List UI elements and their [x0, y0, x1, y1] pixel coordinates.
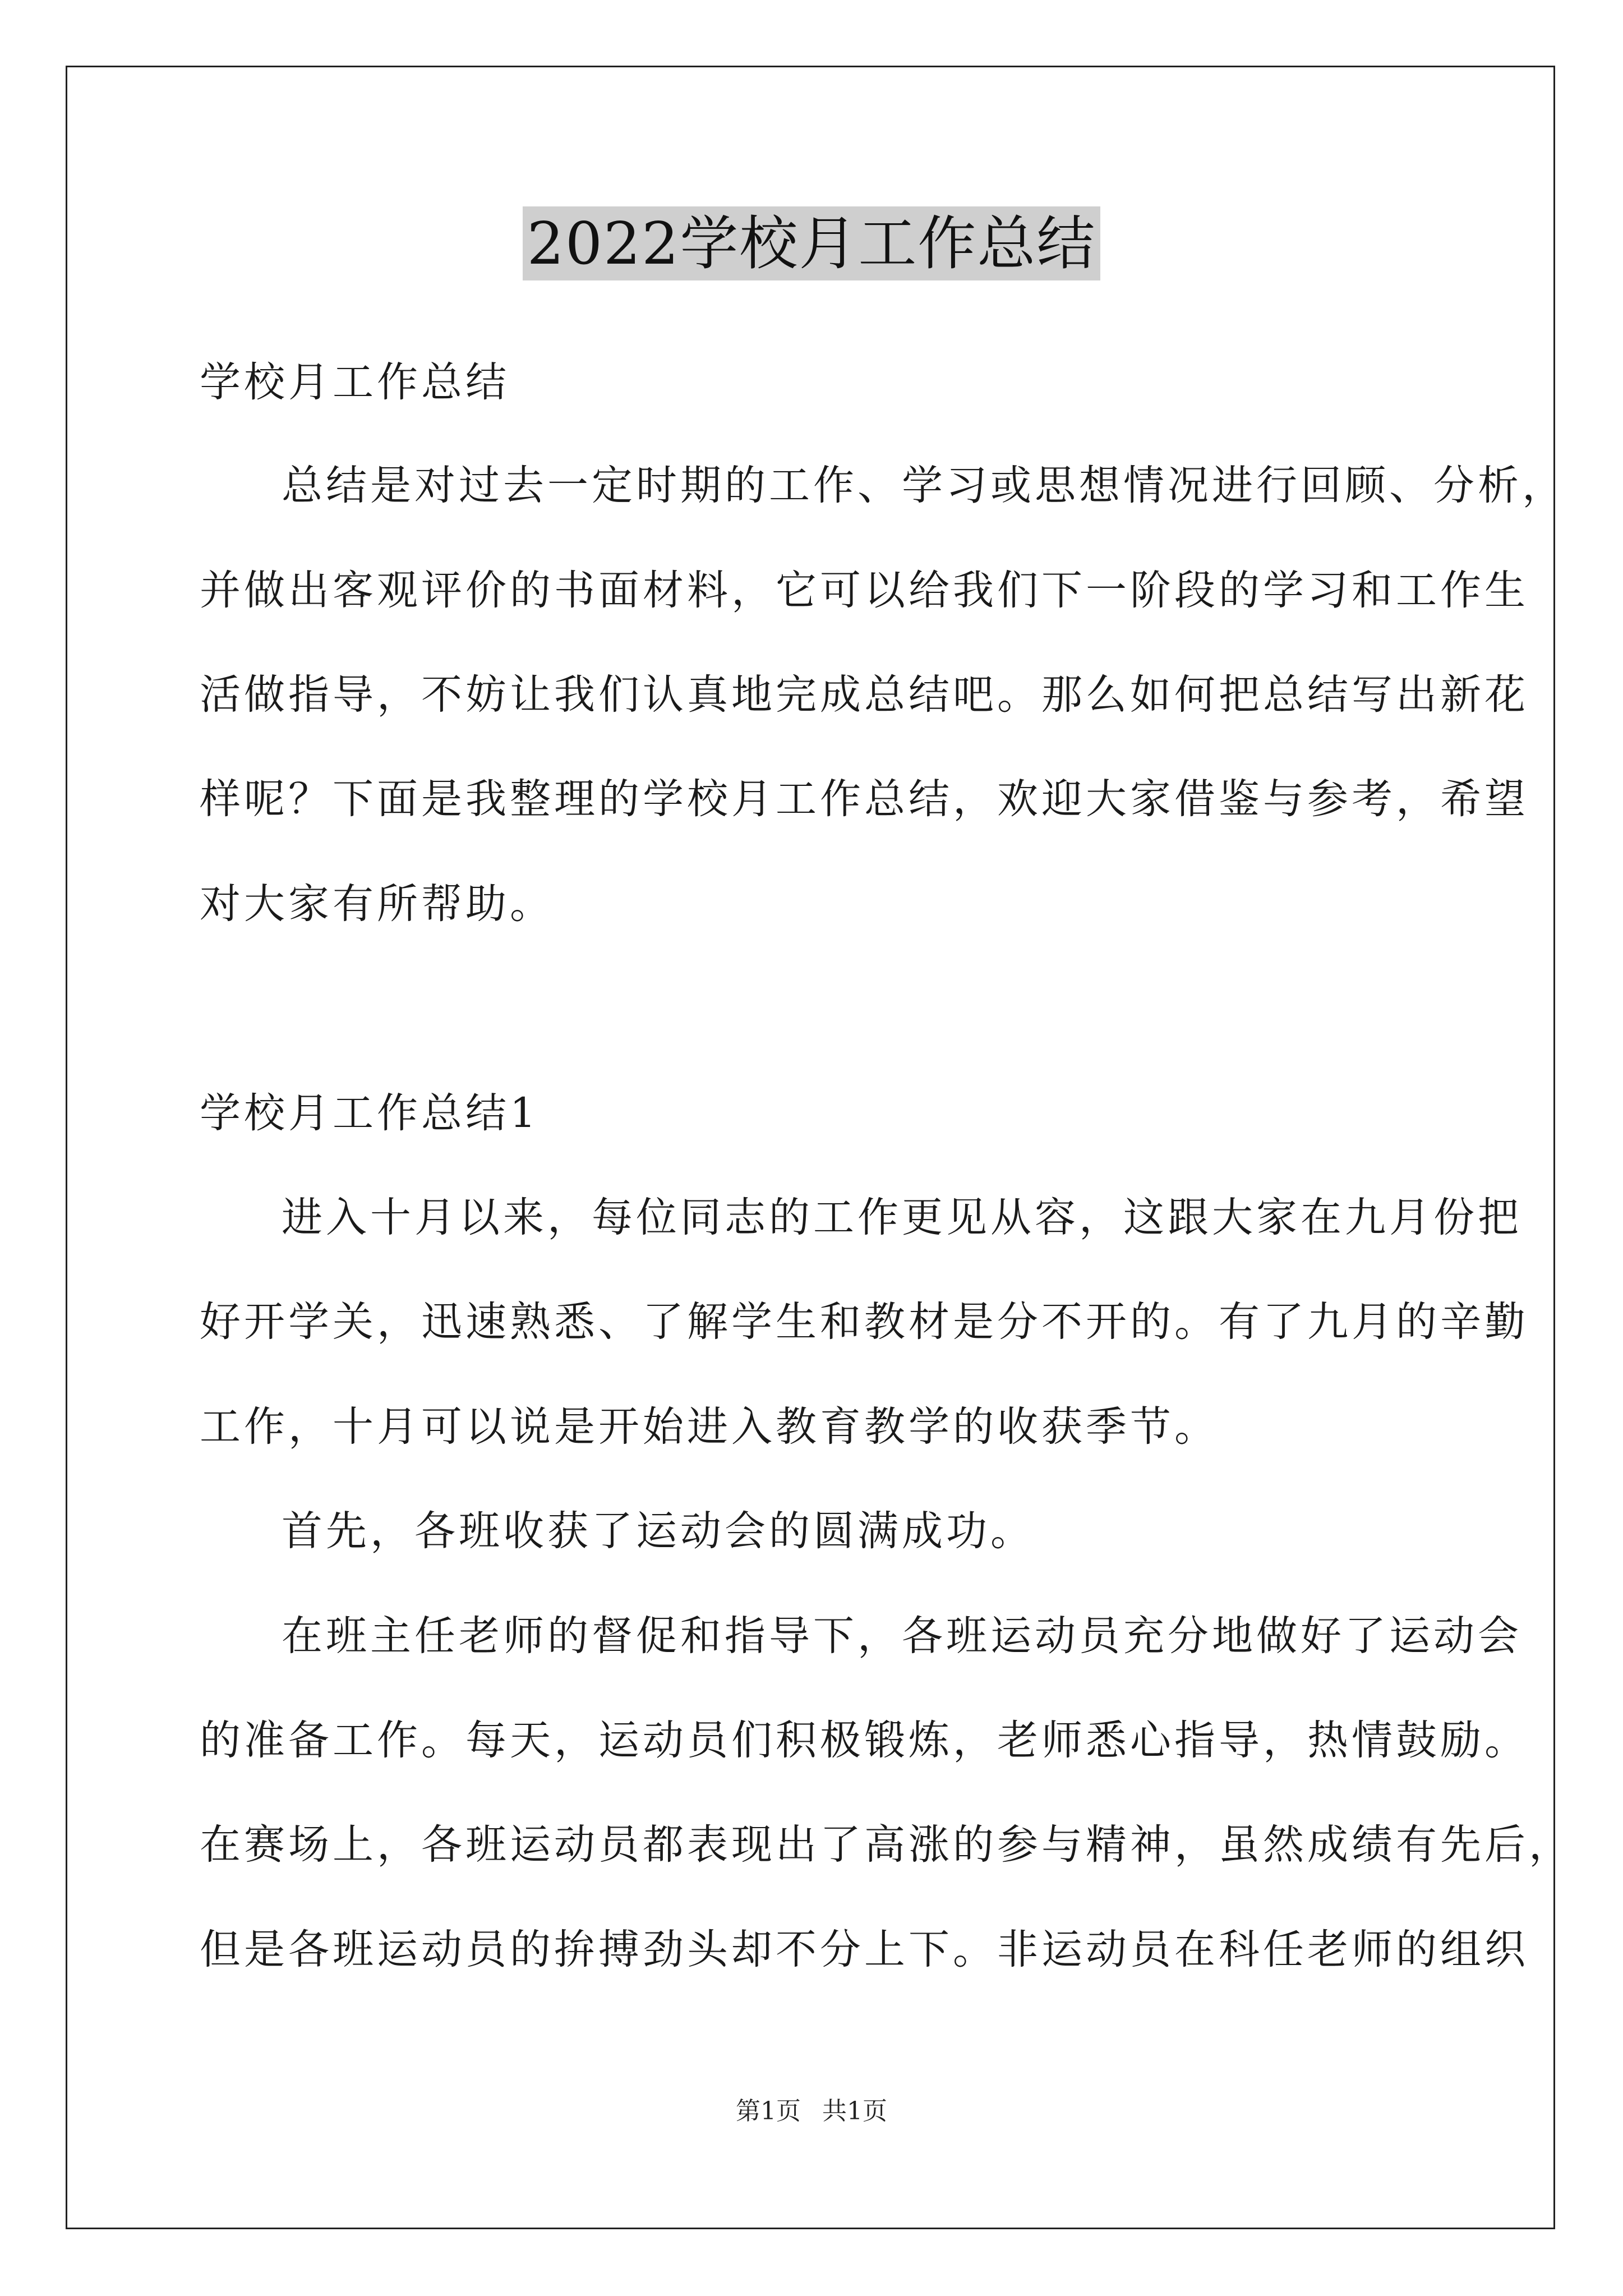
page-number: 第1页: [736, 2097, 801, 2125]
paragraph-line: 的准备工作。每天，运动员们积极锻炼，老师悉心指导，热情鼓励。: [200, 1717, 1529, 1764]
paragraph-line: 活做指导，不妨让我们认真地完成总结吧。那么如何把总结写出新花: [200, 671, 1529, 719]
paragraph-line: 好开学关，迅速熟悉、了解学生和教材是分不开的。有了九月的辛勤: [200, 1298, 1529, 1346]
section-heading: 学校月工作总结1: [200, 1089, 540, 1137]
document-title: 2022学校月工作总结: [523, 206, 1101, 280]
paragraph-line: 总结是对过去一定时期的工作、学习或思想情况进行回顾、分析，: [282, 462, 1566, 509]
paragraph-line: 样呢？下面是我整理的学校月工作总结，欢迎大家借鉴与参考，希望: [200, 775, 1529, 823]
paragraph-line: 在赛场上，各班运动员都表现出了高涨的参与精神，虽然成绩有先后，: [200, 1821, 1573, 1869]
paragraph-line: 但是各班运动员的拚搏劲头却不分上下。非运动员在科任老师的组织: [200, 1926, 1529, 1973]
paragraph-line: 工作，十月可以说是开始进入教育教学的收获季节。: [200, 1403, 1219, 1451]
page-total: 共1页: [822, 2097, 887, 2125]
subtitle: 学校月工作总结: [200, 358, 510, 406]
paragraph-line: 进入十月以来，每位同志的工作更见从容，这跟大家在九月份把: [282, 1194, 1522, 1241]
paragraph-line: 首先，各班收获了运动会的圆满成功。: [282, 1507, 1035, 1555]
paragraph-line: 对大家有所帮助。: [200, 880, 554, 928]
page-footer: [0, 2096, 1623, 2127]
title-container: [0, 206, 1623, 280]
paragraph-line: 在班主任老师的督促和指导下，各班运动员充分地做好了运动会: [282, 1612, 1522, 1660]
paragraph-line: 并做出客观评价的书面材料，它可以给我们下一阶段的学习和工作生: [200, 567, 1529, 614]
